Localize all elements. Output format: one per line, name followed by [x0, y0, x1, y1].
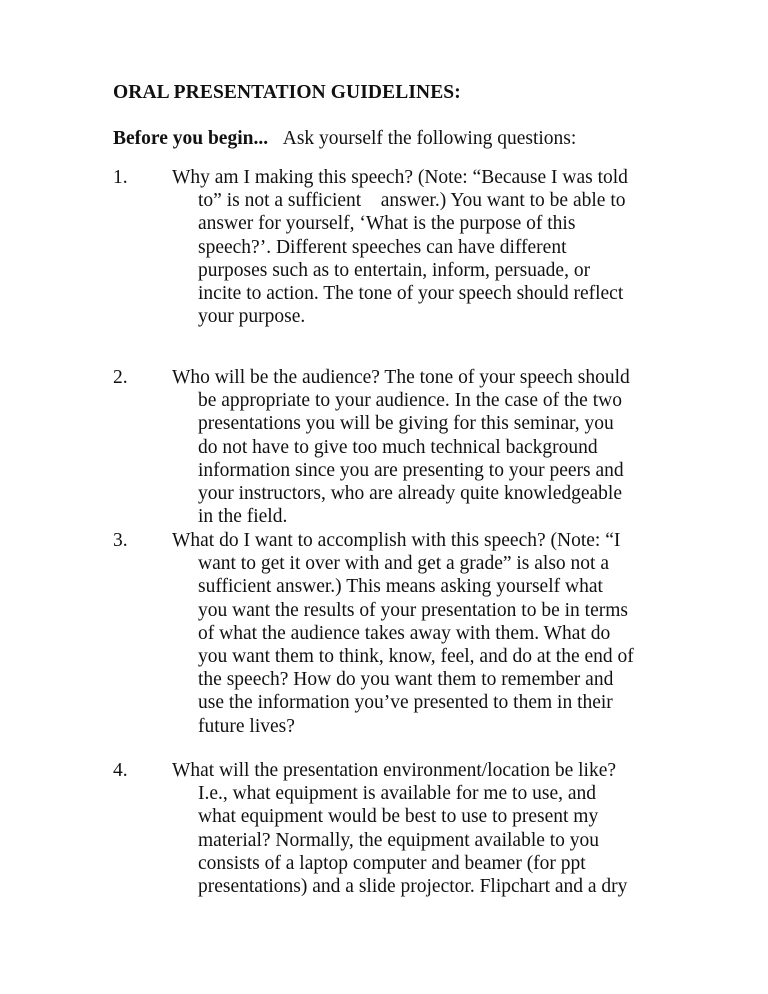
item-line: do not have to give too much technical background [198, 436, 598, 458]
item-line: presentations) and a slide projector. Flipchart and a dry [198, 875, 628, 897]
item-line: presentations you will be giving for this seminar, you [198, 413, 614, 435]
item-line: in the field. [198, 506, 288, 528]
item-line: want to get it over with and get a grade” is also not a [198, 553, 610, 575]
intro-line [113, 128, 576, 150]
item-line: sufficient answer.) This means asking yourself what [198, 576, 603, 598]
item-line: your purpose. [198, 306, 306, 328]
item-line: of what the audience takes away with them. What do [198, 622, 611, 644]
item-line: answer for yourself, ‘What is the purpose of this [198, 213, 576, 235]
intro-lead: Before you begin... [113, 128, 269, 149]
item-line: you want them to think, know, feel, and do at the end of [198, 645, 634, 667]
item-number: 1. [113, 167, 128, 188]
item-line: purposes such as to entertain, inform, persuade, or [198, 259, 591, 281]
item-text [172, 529, 742, 738]
item-line: information since you are presenting to your peers and [198, 459, 624, 481]
item-line: the speech? How do you want them to remember and [198, 669, 614, 691]
item-line: I.e., what equipment is available for me to use, and [198, 783, 596, 805]
item-text [172, 366, 742, 528]
item-line: What will the presentation environment/location be like? [172, 760, 617, 781]
item-text [172, 166, 742, 328]
item-line: Who will be the audience? The tone of your speech should [172, 367, 630, 388]
item-number: 2. [113, 367, 128, 388]
item-line: What do I want to accomplish with this speech? (Note: “I [172, 530, 621, 551]
item-text [172, 759, 742, 898]
item-line: use the information you’ve presented to them in their [198, 692, 613, 714]
item-number: 3. [113, 530, 128, 551]
intro-spacer [268, 128, 283, 149]
item-line: speech?’. Different speeches can have different [198, 236, 567, 258]
item-line: material? Normally, the equipment available to you [198, 829, 600, 851]
intro-text: Ask yourself the following questions: [282, 128, 577, 149]
item-line: incite to action. The tone of your speech should reflect [198, 282, 624, 304]
item-line: you want the results of your presentation to be in terms [198, 599, 628, 621]
item-line: future lives? [198, 715, 295, 737]
item-line: your instructors, who are already quite knowledgeable [198, 482, 622, 504]
item-line: be appropriate to your audience. In the case of the two [198, 390, 622, 412]
item-line: to” is not a sufficient answer.) You want to be able to [198, 190, 626, 212]
item-line: consists of a laptop computer and beamer (for ppt [198, 852, 586, 874]
item-line: Why am I making this speech? (Note: “Because I was told [172, 167, 628, 188]
item-number: 4. [113, 760, 128, 781]
item-line: what equipment would be best to use to present my [198, 806, 599, 828]
document-title: ORAL PRESENTATION GUIDELINES: [113, 82, 461, 103]
